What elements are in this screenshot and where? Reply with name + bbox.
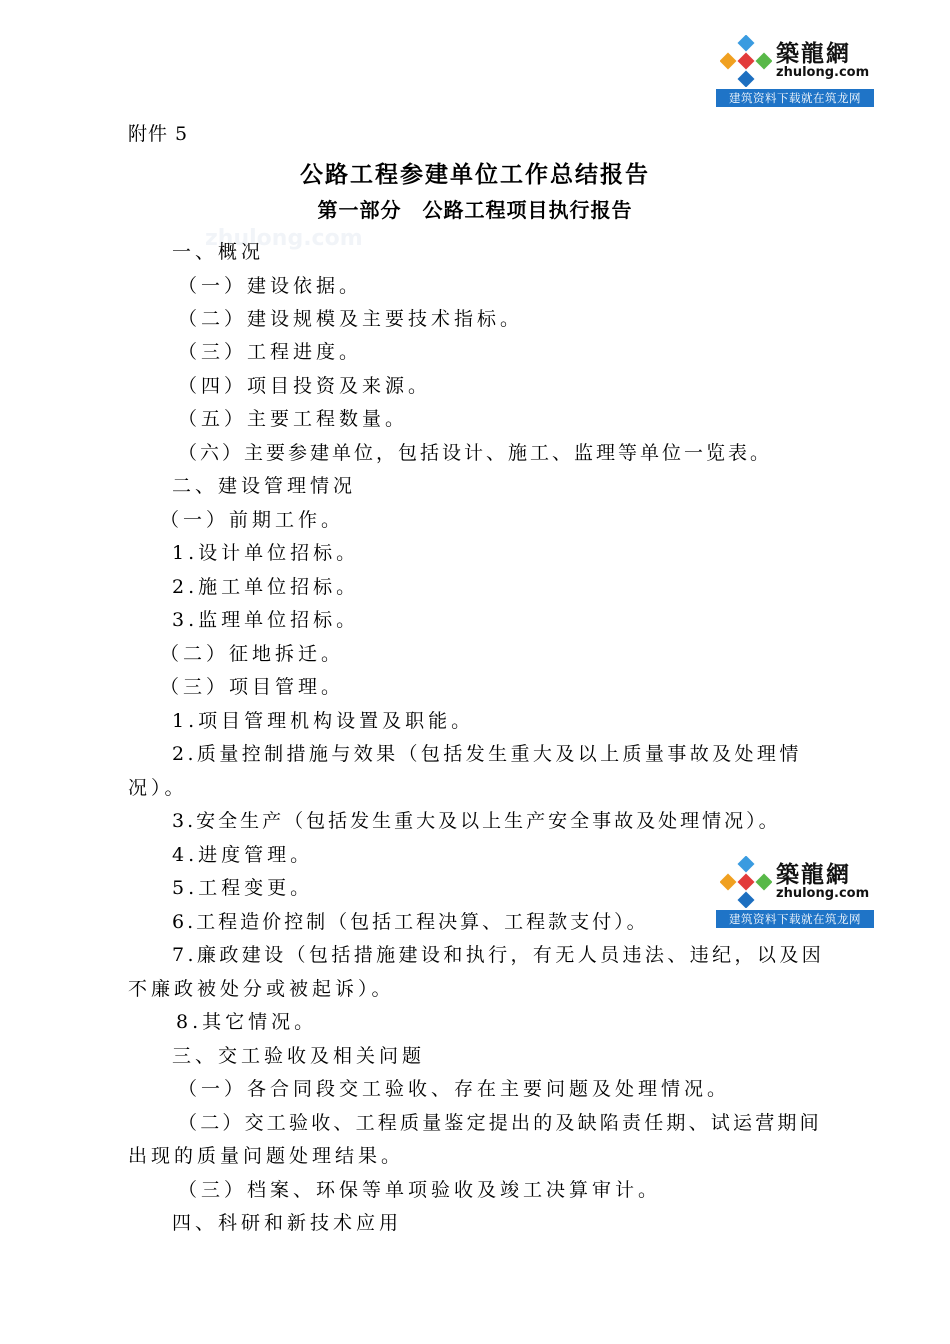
subsection-item: （一）各合同段交工验收、存在主要问题及处理情况。: [178, 1078, 731, 1100]
logo-slogan: 建筑资料下载就在筑龙网: [716, 910, 874, 928]
zhulong-logo-top: [716, 31, 874, 107]
logo-site: zhulong.com: [776, 886, 870, 901]
logo-slogan: 建筑资料下载就在筑龙网: [716, 89, 874, 107]
numbered-item: 1.设计单位招标。: [172, 542, 360, 564]
document-subtitle: 第一部分 公路工程项目执行报告: [317, 198, 633, 222]
subsection-item: （三）档案、环保等单项验收及竣工决算审计。: [178, 1179, 662, 1201]
numbered-item: 5.工程变更。: [172, 877, 314, 899]
subsection-item: （四）项目投资及来源。: [178, 375, 432, 397]
subsection-item: （一）前期工作。: [160, 509, 345, 531]
subsection-item: （一）建设依据。: [178, 275, 363, 297]
subsection-item-continued: 出现的质量问题处理结果。: [128, 1145, 405, 1167]
logo-brand: 築龍網: [776, 40, 851, 67]
numbered-item: 2.施工单位招标。: [172, 576, 360, 598]
numbered-item-continued: 况）。: [128, 777, 188, 799]
numbered-item: 7.廉政建设（包括措施建设和执行，有无人员违法、违纪，以及因: [172, 944, 825, 966]
numbered-item: 4.进度管理。: [172, 844, 314, 866]
logo-site: zhulong.com: [776, 65, 870, 80]
logo-brand: 築龍網: [776, 861, 851, 888]
numbered-item: 3.监理单位招标。: [172, 609, 360, 631]
numbered-item: 2.质量控制措施与效果（包括发生重大及以上质量事故及处理情: [172, 743, 802, 765]
zhulong-logo-icon: [720, 35, 772, 87]
subsection-item: （三）项目管理。: [160, 676, 345, 698]
zhulong-logo-middle: [716, 852, 874, 928]
numbered-item: 6.工程造价控制（包括工程决算、工程款支付）。: [172, 911, 649, 933]
section-heading: 四、科研和新技术应用: [172, 1212, 403, 1234]
numbered-item: 8.其它情况。: [176, 1011, 318, 1033]
numbered-item-continued: 不廉政被处分或被起诉）。: [128, 978, 395, 1000]
watermark-text: zhulong.com: [205, 226, 363, 251]
section-heading: 一、概况: [172, 241, 265, 263]
subsection-item: （六）主要参建单位，包括设计、施工、监理等单位一览表。: [178, 442, 773, 464]
subsection-item: （五）主要工程数量。: [178, 408, 409, 430]
subsection-item: （二）建设规模及主要技术指标。: [178, 308, 524, 330]
subsection-item: （二）征地拆迁。: [160, 643, 345, 665]
document-title: 公路工程参建单位工作总结报告: [300, 161, 650, 188]
section-heading: 三、交工验收及相关问题: [172, 1045, 426, 1067]
zhulong-logo-icon: [720, 856, 772, 908]
subsection-item: （二）交工验收、工程质量鉴定提出的及缺陷责任期、试运营期间: [178, 1112, 822, 1134]
subsection-item: （三）工程进度。: [178, 341, 363, 363]
section-heading: 二、建设管理情况: [172, 475, 357, 497]
numbered-item: 3.安全生产（包括发生重大及以上生产安全事故及处理情况）。: [172, 810, 781, 832]
numbered-item: 1.项目管理机构设置及职能。: [172, 710, 475, 732]
attachment-label: 附件 5: [128, 123, 189, 145]
